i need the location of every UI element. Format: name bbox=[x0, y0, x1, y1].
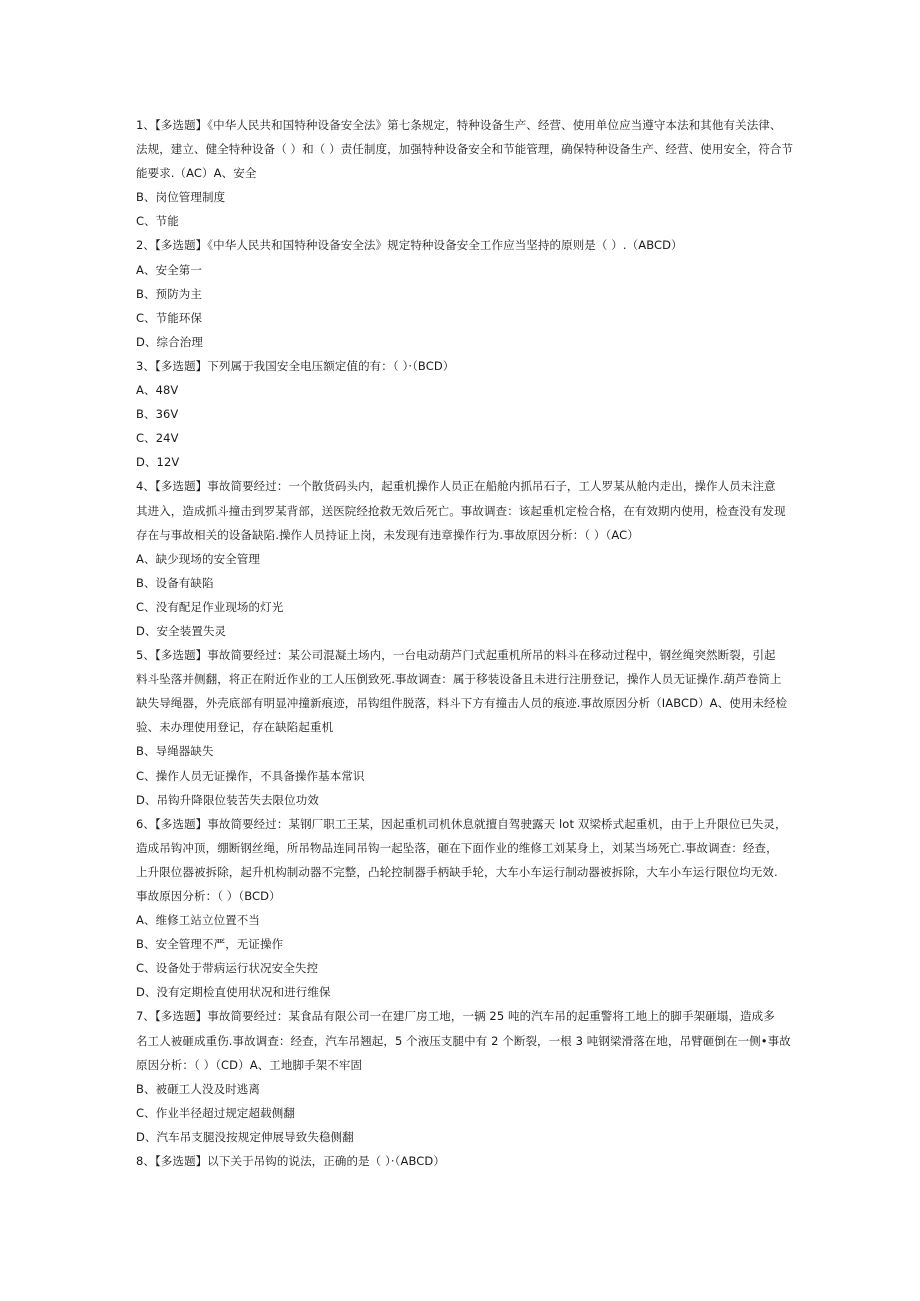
text-line: 其进入，造成抓斗撞击到罗某背部，送医院经抢救无效后死亡。事故调查：该起重机定检合格，在有效期内使用，检查没有发现 bbox=[136, 503, 786, 518]
text-line: A、安全第一 bbox=[136, 262, 202, 277]
text-line: 缺失导绳器，外壳底部有明显冲撞新痕迹，吊钩组件脱落，料斗下方有撞击人员的痕迹.事故原因分析（IABCD）A、使用未经检 bbox=[136, 696, 788, 711]
text-line: C、24V bbox=[136, 431, 179, 446]
text-line: 原因分析：（ ）（CD）A、工地脚手架不牢固 bbox=[136, 1057, 363, 1072]
text-line: C、操作人员无证操作，不具备操作基本常识 bbox=[136, 768, 365, 783]
text-line: A、48V bbox=[136, 383, 179, 398]
text-line: 能要求.（AC）A、安全 bbox=[136, 166, 257, 181]
text-line: 6、【多选题】事故简要经过：某钢厂职工王某，因起重机司机休息就擅自驾驶露天 lot 双梁桥式起重机，由于上升限位已失灵， bbox=[136, 816, 787, 831]
text-line: D、12V bbox=[136, 455, 180, 470]
text-line: 法规，建立、健全特种设备（ ）和（ ）责任制度，加强特种设备安全和节能管理，确保特种设备生产、经营、使用安全，符合节 bbox=[136, 142, 794, 157]
text-line: 事故原因分析：（ ）（BCD） bbox=[136, 889, 281, 903]
text-line: 料斗坠落并侧翻，将正在附近作业的工人压倒致死.事故调查：属于移装设备且未进行注册登记，操作人员无证操作.葫芦卷筒上 bbox=[136, 672, 782, 687]
text-line: D、汽车吊支腿没按规定伸展导致失稳侧翻 bbox=[136, 1129, 354, 1144]
text-line: A、缺少现场的安全管理 bbox=[136, 551, 260, 566]
text-line: D、安全装置失灵 bbox=[136, 623, 227, 638]
text-line: B、36V bbox=[136, 407, 179, 422]
text-line: 1、【多选题】《中华人民共和国特种设备安全法》第七条规定，特种设备生产、经营、使用单位应当遵守本法和其他有关法律、 bbox=[136, 118, 782, 132]
text-line: 7、【多选题】事故简要经过：某食品有限公司一在建厂房工地，一辆 25 吨的汽车吊的起重警将工地上的脚手架砸塌，造成多 bbox=[136, 1009, 775, 1024]
text-line: 上升限位器被拆除，起升机构制动器不完整，凸轮控制器手柄缺手轮，大车小车运行制动器被拆除，大车小车运行限位均无效. bbox=[136, 864, 778, 879]
text-line: C、作业半径超过规定超载侧翻 bbox=[136, 1105, 295, 1120]
text-line: 8、【多选题】以下关于吊钩的说法，正确的是（ ）·（ABCD） bbox=[136, 1154, 445, 1169]
text-line: 存在与事故相关的设备缺陷.操作人员持证上岗，未发现有违章操作行为.事故原因分析：（ ）（AC） bbox=[136, 527, 639, 542]
text-line: 3、【多选题】下列属于我国安全电压额定值的有：（ ）·（BCD） bbox=[136, 358, 455, 373]
text-line: 5、【多选题】事故简要经过：某公司混凝土场内，一台电动葫芦门式起重机所吊的料斗在移动过程中，钢丝绳突然断裂，引起 bbox=[136, 648, 776, 663]
text-line: D、吊钩升降限位装苦失去限位功效 bbox=[136, 792, 319, 807]
text-line: C、节能 bbox=[136, 214, 179, 229]
text-line: 造成吊钩冲顶，绷断钢丝绳，所吊物品连同吊钩一起坠落，砸在下面作业的维修工刘某身上，刘某当场死亡.事故调查：经查， bbox=[136, 840, 778, 855]
text-line: B、被砸工人没及时逃离 bbox=[136, 1081, 260, 1096]
text-line: C、没有配足作业现场的灯光 bbox=[136, 599, 284, 614]
text-line: B、岗位管理制度 bbox=[136, 190, 226, 205]
text-line: B、导绳器缺失 bbox=[136, 744, 214, 759]
text-line: B、设备有缺陷 bbox=[136, 575, 214, 590]
text-line: B、安全管理不严，无证操作 bbox=[136, 937, 284, 952]
text-line: 2、【多选题】《中华人民共和国特种设备安全法》规定特种设备安全工作应当坚持的原则是（ ）.（ABCD） bbox=[136, 238, 683, 253]
text-line: D、没有定期检直使用状况和进行维保 bbox=[136, 985, 331, 1000]
text-line: 验、未办理使用登记，存在缺陷起重机 bbox=[136, 720, 334, 735]
text-line: 4、【多选题】事故简要经过：一个散货码头内，起重机操作人员正在船舱内抓吊石子，工人罗某从舱内走出，操作人员未注意 bbox=[136, 479, 776, 494]
text-line: 名工人被砸成重伤.事故调查：经查，汽车吊翘起，5 个液压支腿中有 2 个断裂，一根 3 吨钢梁滑落在地，吊臂砸倒在一侧•事故 bbox=[136, 1033, 791, 1048]
document-body bbox=[136, 113, 796, 1173]
text-line: C、设备处于带病运行状况安全失控 bbox=[136, 961, 319, 976]
text-line: C、节能环保 bbox=[136, 310, 203, 325]
text-line: D、综合治理 bbox=[136, 334, 203, 349]
text-line: B、预防为主 bbox=[136, 286, 202, 301]
text-line: A、维修工站立位置不当 bbox=[136, 913, 260, 928]
